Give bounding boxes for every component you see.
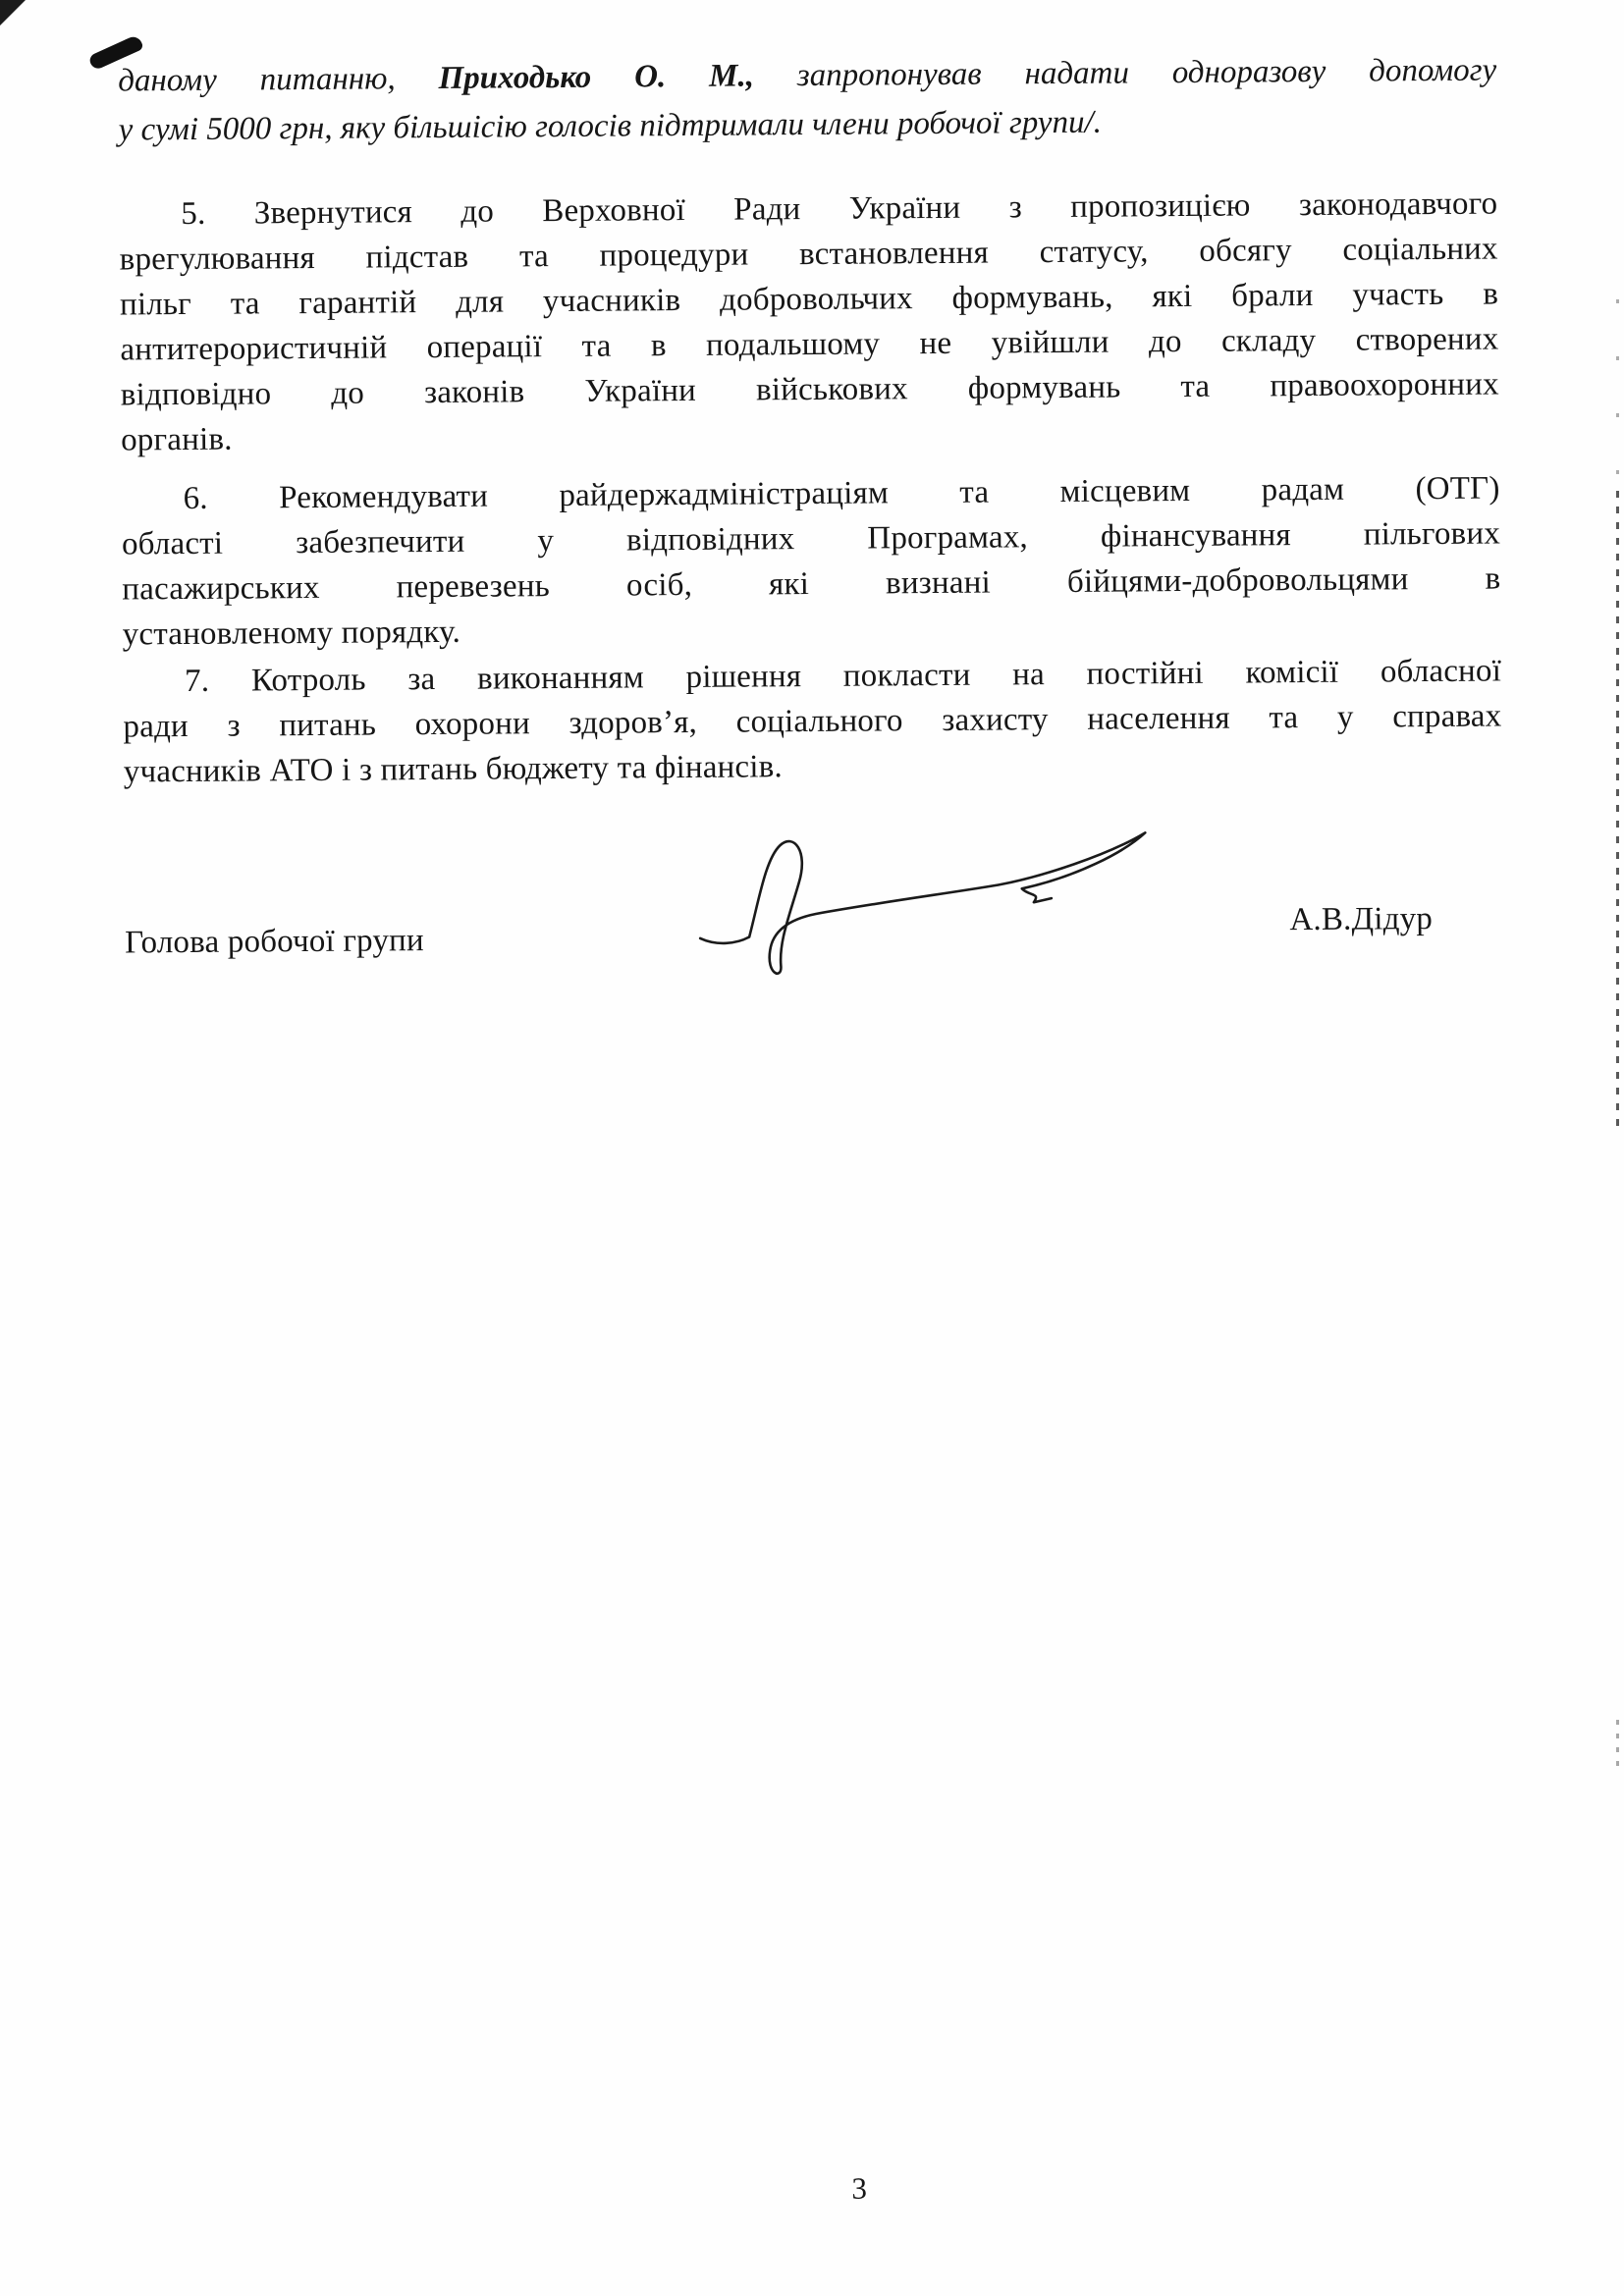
page-number: 3 (851, 2170, 868, 2206)
paragraph-line: у сумі 5000 грн, яку більшісію голосів підтримали члени робочої групи/. (118, 104, 1103, 148)
paragraph-line: пасажирських перевезень осіб, які визнані бійцями-добровольцями в (122, 561, 1501, 608)
paragraph-intro (118, 45, 1497, 154)
paragraph-line: пільг та гарантій для учасників добровольчих формувань, які брали участь в (119, 276, 1499, 323)
paragraph-line: 6. Рекомендувати райдержадміністраціям та місцевим радам (ОТГ) (183, 470, 1500, 517)
paragraph-line: відповідно до законів України військових формувань та правоохоронних (120, 366, 1499, 413)
paragraph-line: 7. Котроль за виконанням рішення покласти на постійні комісії обласної (184, 653, 1502, 700)
intro-text-pre: даному питанню, (118, 60, 439, 99)
signer-name: А.В.Дідур (1289, 901, 1434, 938)
signature-block (125, 892, 1504, 1070)
intro-text-post: запропонував надати одноразову допомогу (796, 52, 1497, 94)
paragraph-item-6 (121, 465, 1500, 657)
paragraph-line: установленому порядку. (122, 614, 461, 653)
paragraph-line: ради з питань охорони здоров’я, соціального захисту населення та у справах (123, 698, 1502, 745)
paragraph-line: області забезпечити у відповідних Програмах, фінансування пільгових (121, 515, 1501, 562)
paragraph-item-7 (123, 648, 1502, 794)
paragraph-line: антитерористичній операції та в подальшому не увійшли до складу створених (120, 321, 1499, 368)
paragraph-line: учасників АТО і з питань бюджету та фінансів. (123, 749, 784, 790)
paragraph-line: врегулювання підстав та процедури встановлення статусу, обсягу соціальних (119, 231, 1498, 278)
signer-title: Голова робочої групи (125, 923, 424, 961)
paragraph-line: органів. (121, 421, 233, 458)
paragraph-line: 5. Звернутися до Верховної Ради України з пропозицією законодавчого (181, 186, 1498, 233)
handwritten-signature (691, 819, 1173, 989)
person-name: Приходько О. М., (438, 58, 797, 96)
paragraph-item-5 (119, 181, 1499, 462)
